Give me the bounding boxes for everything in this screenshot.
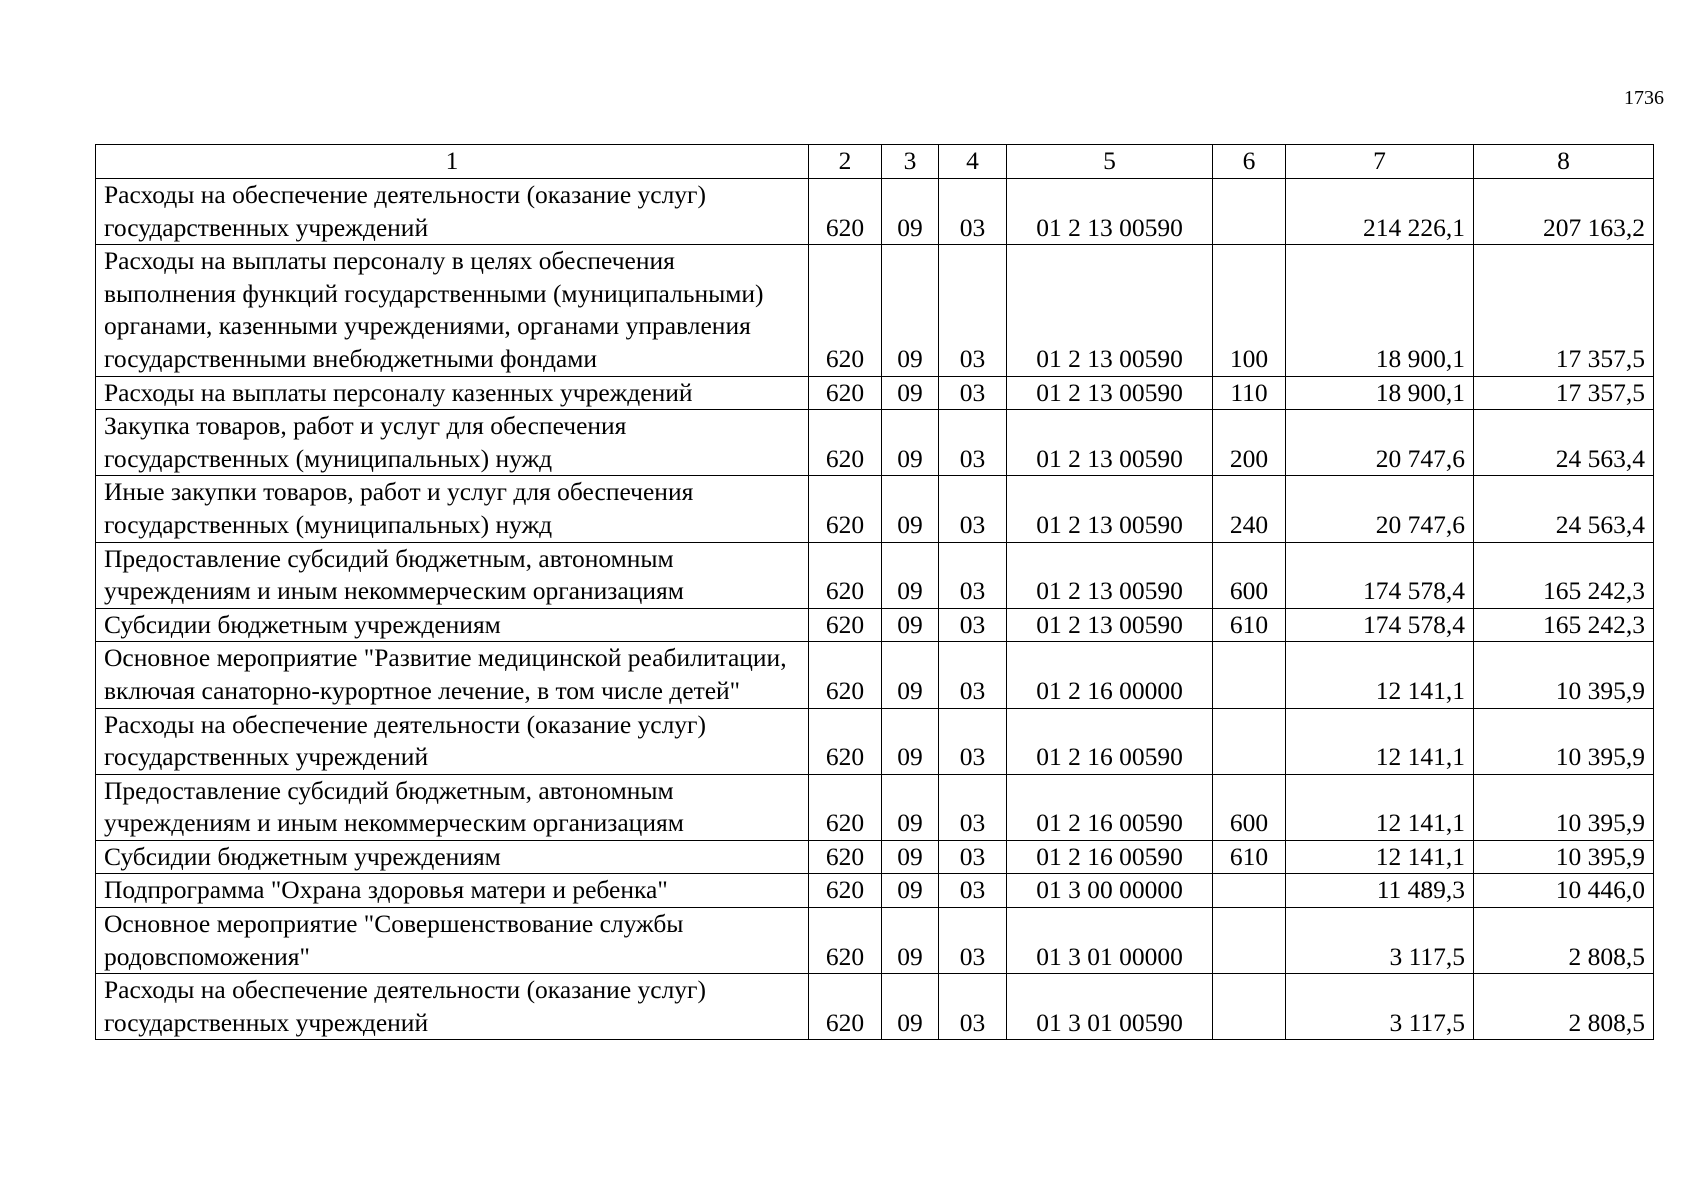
column-header: 3 — [882, 145, 939, 179]
amount-cell: 12 141,1 — [1286, 708, 1474, 774]
section-code-cell: 09 — [882, 908, 939, 974]
target-item-code-cell: 01 3 01 00000 — [1007, 908, 1213, 974]
amount-cell: 2 808,5 — [1474, 974, 1654, 1040]
amount-cell: 10 395,9 — [1474, 642, 1654, 708]
amount-cell: 17 357,5 — [1474, 376, 1654, 410]
expense-type-code-cell: 200 — [1213, 410, 1286, 476]
expense-type-code-cell — [1213, 708, 1286, 774]
section-code-cell: 09 — [882, 642, 939, 708]
section-code-cell: 09 — [882, 974, 939, 1040]
table-row — [96, 476, 1654, 542]
subsection-code-cell: 03 — [939, 840, 1007, 874]
table-row — [96, 642, 1654, 708]
department-code-cell: 620 — [809, 476, 882, 542]
section-code-cell: 09 — [882, 708, 939, 774]
expense-name-cell: Иные закупки товаров, работ и услуг для обеспечения государственных (муниципальных) нужд — [96, 476, 809, 542]
expense-type-code-cell: 600 — [1213, 542, 1286, 608]
amount-cell: 10 395,9 — [1474, 840, 1654, 874]
subsection-code-cell: 03 — [939, 708, 1007, 774]
subsection-code-cell: 03 — [939, 245, 1007, 376]
department-code-cell: 620 — [809, 840, 882, 874]
department-code-cell: 620 — [809, 179, 882, 245]
expense-type-code-cell: 110 — [1213, 376, 1286, 410]
budget-table — [95, 144, 1654, 1040]
table-row — [96, 708, 1654, 774]
amount-cell: 12 141,1 — [1286, 642, 1474, 708]
amount-cell: 20 747,6 — [1286, 410, 1474, 476]
department-code-cell: 620 — [809, 974, 882, 1040]
subsection-code-cell: 03 — [939, 376, 1007, 410]
amount-cell: 10 446,0 — [1474, 874, 1654, 908]
expense-name-cell: Субсидии бюджетным учреждениям — [96, 840, 809, 874]
expense-type-code-cell — [1213, 642, 1286, 708]
section-code-cell: 09 — [882, 608, 939, 642]
table-header-row — [96, 145, 1654, 179]
amount-cell: 174 578,4 — [1286, 542, 1474, 608]
amount-cell: 18 900,1 — [1286, 245, 1474, 376]
expense-name-cell: Расходы на обеспечение деятельности (оказание услуг) государственных учреждений — [96, 179, 809, 245]
subsection-code-cell: 03 — [939, 974, 1007, 1040]
expense-type-code-cell — [1213, 908, 1286, 974]
table-row — [96, 774, 1654, 840]
target-item-code-cell: 01 2 13 00590 — [1007, 245, 1213, 376]
expense-type-code-cell: 100 — [1213, 245, 1286, 376]
amount-cell: 207 163,2 — [1474, 179, 1654, 245]
expense-name-cell: Основное мероприятие "Развитие медицинской реабилитации, включая санаторно-курортное лечение, в том числе детей" — [96, 642, 809, 708]
column-header: 4 — [939, 145, 1007, 179]
amount-cell: 165 242,3 — [1474, 608, 1654, 642]
expense-name-cell: Расходы на выплаты персоналу в целях обеспечения выполнения функций государственными (муниципальными) органами, казенными учреждениями, органами управления государственными внебюджетными фондами — [96, 245, 809, 376]
amount-cell: 3 117,5 — [1286, 908, 1474, 974]
expense-type-code-cell: 240 — [1213, 476, 1286, 542]
section-code-cell: 09 — [882, 874, 939, 908]
amount-cell: 18 900,1 — [1286, 376, 1474, 410]
target-item-code-cell: 01 3 00 00000 — [1007, 874, 1213, 908]
table-row — [96, 908, 1654, 974]
section-code-cell: 09 — [882, 476, 939, 542]
target-item-code-cell: 01 2 16 00590 — [1007, 840, 1213, 874]
expense-type-code-cell: 610 — [1213, 840, 1286, 874]
column-header: 8 — [1474, 145, 1654, 179]
amount-cell: 24 563,4 — [1474, 410, 1654, 476]
table-row — [96, 179, 1654, 245]
amount-cell: 12 141,1 — [1286, 774, 1474, 840]
subsection-code-cell: 03 — [939, 410, 1007, 476]
department-code-cell: 620 — [809, 908, 882, 974]
section-code-cell: 09 — [882, 245, 939, 376]
amount-cell: 3 117,5 — [1286, 974, 1474, 1040]
target-item-code-cell: 01 2 13 00590 — [1007, 376, 1213, 410]
subsection-code-cell: 03 — [939, 774, 1007, 840]
department-code-cell: 620 — [809, 376, 882, 410]
expense-type-code-cell: 610 — [1213, 608, 1286, 642]
table-row — [96, 840, 1654, 874]
expense-type-code-cell — [1213, 874, 1286, 908]
expense-name-cell: Расходы на обеспечение деятельности (оказание услуг) государственных учреждений — [96, 974, 809, 1040]
table-row — [96, 376, 1654, 410]
section-code-cell: 09 — [882, 179, 939, 245]
section-code-cell: 09 — [882, 376, 939, 410]
table-row — [96, 245, 1654, 376]
target-item-code-cell: 01 2 16 00590 — [1007, 708, 1213, 774]
amount-cell: 165 242,3 — [1474, 542, 1654, 608]
column-header: 7 — [1286, 145, 1474, 179]
expense-type-code-cell: 600 — [1213, 774, 1286, 840]
target-item-code-cell: 01 2 16 00000 — [1007, 642, 1213, 708]
column-header: 6 — [1213, 145, 1286, 179]
amount-cell: 214 226,1 — [1286, 179, 1474, 245]
column-header: 1 — [96, 145, 809, 179]
expense-name-cell: Предоставление субсидий бюджетным, автономным учреждениям и иным некоммерческим организациям — [96, 774, 809, 840]
department-code-cell: 620 — [809, 245, 882, 376]
department-code-cell: 620 — [809, 874, 882, 908]
target-item-code-cell: 01 2 13 00590 — [1007, 476, 1213, 542]
subsection-code-cell: 03 — [939, 476, 1007, 542]
section-code-cell: 09 — [882, 410, 939, 476]
expense-name-cell: Субсидии бюджетным учреждениям — [96, 608, 809, 642]
expense-type-code-cell — [1213, 974, 1286, 1040]
department-code-cell: 620 — [809, 708, 882, 774]
section-code-cell: 09 — [882, 840, 939, 874]
department-code-cell: 620 — [809, 642, 882, 708]
target-item-code-cell: 01 2 13 00590 — [1007, 179, 1213, 245]
amount-cell: 10 395,9 — [1474, 708, 1654, 774]
amount-cell: 12 141,1 — [1286, 840, 1474, 874]
department-code-cell: 620 — [809, 542, 882, 608]
target-item-code-cell: 01 2 13 00590 — [1007, 608, 1213, 642]
expense-name-cell: Расходы на обеспечение деятельности (оказание услуг) государственных учреждений — [96, 708, 809, 774]
department-code-cell: 620 — [809, 774, 882, 840]
subsection-code-cell: 03 — [939, 908, 1007, 974]
amount-cell: 174 578,4 — [1286, 608, 1474, 642]
expense-name-cell: Закупка товаров, работ и услуг для обеспечения государственных (муниципальных) нужд — [96, 410, 809, 476]
section-code-cell: 09 — [882, 774, 939, 840]
column-header: 2 — [809, 145, 882, 179]
department-code-cell: 620 — [809, 608, 882, 642]
target-item-code-cell: 01 2 16 00590 — [1007, 774, 1213, 840]
target-item-code-cell: 01 3 01 00590 — [1007, 974, 1213, 1040]
expense-name-cell: Расходы на выплаты персоналу казенных учреждений — [96, 376, 809, 410]
table-row — [96, 542, 1654, 608]
amount-cell: 11 489,3 — [1286, 874, 1474, 908]
expense-name-cell: Подпрограмма "Охрана здоровья матери и ребенка" — [96, 874, 809, 908]
column-header: 5 — [1007, 145, 1213, 179]
amount-cell: 17 357,5 — [1474, 245, 1654, 376]
subsection-code-cell: 03 — [939, 608, 1007, 642]
amount-cell: 2 808,5 — [1474, 908, 1654, 974]
expense-name-cell: Предоставление субсидий бюджетным, автономным учреждениям и иным некоммерческим организациям — [96, 542, 809, 608]
subsection-code-cell: 03 — [939, 874, 1007, 908]
subsection-code-cell: 03 — [939, 179, 1007, 245]
expense-type-code-cell — [1213, 179, 1286, 245]
amount-cell: 20 747,6 — [1286, 476, 1474, 542]
target-item-code-cell: 01 2 13 00590 — [1007, 410, 1213, 476]
expense-name-cell: Основное мероприятие "Совершенствование службы родовспоможения" — [96, 908, 809, 974]
amount-cell: 10 395,9 — [1474, 774, 1654, 840]
department-code-cell: 620 — [809, 410, 882, 476]
section-code-cell: 09 — [882, 542, 939, 608]
amount-cell: 24 563,4 — [1474, 476, 1654, 542]
subsection-code-cell: 03 — [939, 642, 1007, 708]
target-item-code-cell: 01 2 13 00590 — [1007, 542, 1213, 608]
table-row — [96, 874, 1654, 908]
table-row — [96, 410, 1654, 476]
subsection-code-cell: 03 — [939, 542, 1007, 608]
table-row — [96, 608, 1654, 642]
table-row — [96, 974, 1654, 1040]
page-number: 1736 — [1624, 87, 1664, 109]
